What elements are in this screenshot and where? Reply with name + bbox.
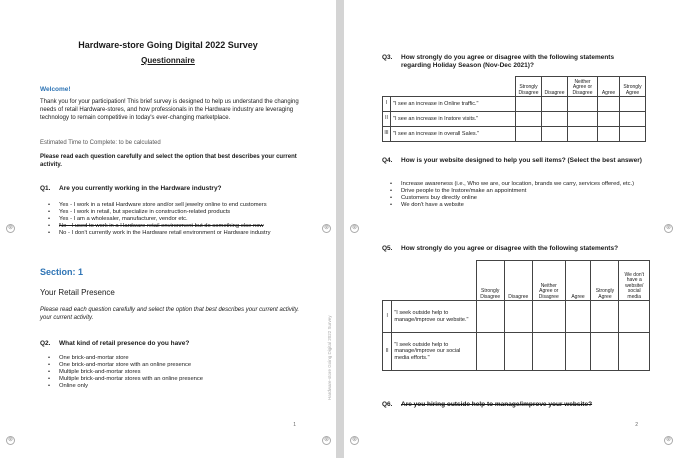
q4-option[interactable]: • Increase awareness (i.e., Who we are, our location, brands we carry, services offered, etc.) [382, 181, 642, 188]
q3-answer-cell[interactable] [620, 97, 646, 112]
q2-option[interactable]: • One brick-and-mortar store with an online presence [40, 362, 302, 369]
q1-option[interactable]: • Yes - I am a wholesaler, manufacturer, vendor etc. [40, 216, 302, 223]
q4-number: Q4. [382, 157, 393, 164]
q3-answer-cell[interactable] [568, 127, 598, 142]
q6-text: Are you hiring outside help to manage/improve your website? [401, 401, 593, 408]
q2-number: Q2. [40, 340, 51, 347]
q3-likert-table [382, 76, 646, 142]
q2-option[interactable]: • Multiple brick-and-mortar stores with an online presence [40, 376, 302, 383]
prev-page-icon[interactable]: ⊗ [7, 225, 14, 231]
q3-row-index: II [383, 112, 391, 127]
document-page-1 [0, 0, 336, 458]
q6-number: Q6. [382, 401, 393, 408]
question-q4 [382, 157, 644, 173]
q5-answer-cell[interactable] [591, 301, 619, 333]
q3-column-header: Agree [598, 77, 620, 97]
q5-column-header: Neither Agree or Disagree [532, 261, 565, 301]
q3-row-statement: "I see an increase in Instore visits." [391, 112, 516, 127]
q5-answer-cell[interactable] [504, 301, 532, 333]
q3-row [383, 127, 646, 142]
q3-answer-cell[interactable] [516, 127, 542, 142]
question-q6 [382, 401, 644, 409]
q3-answer-cell[interactable] [598, 127, 620, 142]
q5-column-header: Agree [565, 261, 591, 301]
q4-option[interactable]: • Customers buy directly online [382, 195, 642, 202]
q5-answer-cell[interactable] [476, 301, 504, 333]
q5-row-statement: "I seek outside help to manage/improve our website." [392, 301, 476, 333]
page-edge-icon[interactable]: ⊗ [323, 437, 330, 443]
section-instruction: Please read each question carefully and select the option that best describes your current activity. your current activity. [40, 307, 300, 321]
q3-answer-cell[interactable] [568, 112, 598, 127]
q2-option[interactable]: • Multiple brick-and-mortar stores [40, 369, 302, 376]
q5-row [383, 333, 650, 371]
q3-answer-cell[interactable] [516, 112, 542, 127]
q5-answer-cell[interactable] [565, 301, 591, 333]
q3-number: Q3. [382, 54, 393, 61]
bottom-right-icon[interactable]: ⊗ [665, 437, 672, 443]
intro-paragraph: Thank you for your participation! This brief survey is designed to help us understand the changing needs of retail Hardware-stores, and how professionals in the Hardware industry are leveraging technology to remain competitive in today's ever-changing marketplace. [40, 99, 299, 121]
q1-text: Are you currently working in the Hardware industry? [59, 185, 222, 192]
q3-answer-cell[interactable] [620, 127, 646, 142]
q4-option[interactable]: • We don't have a website [382, 202, 642, 209]
q3-answer-cell[interactable] [568, 97, 598, 112]
q5-column-header: We don't have a website/ social media [619, 261, 650, 301]
q3-answer-cell[interactable] [598, 97, 620, 112]
page-number: 2 [635, 422, 638, 428]
q5-answer-cell[interactable] [565, 333, 591, 371]
page-edge-icon[interactable]: ⊗ [351, 437, 358, 443]
q5-number: Q5. [382, 245, 393, 252]
q5-answer-cell[interactable] [532, 301, 565, 333]
q3-row [383, 97, 646, 112]
q5-column-header: Strongly Disagree [476, 261, 504, 301]
q2-option[interactable]: • Online only [40, 383, 302, 390]
q1-option[interactable]: • Yes - I work in retail, but specialize in construction-related products [40, 209, 302, 216]
section-subtitle: Your Retail Presence [40, 288, 115, 297]
q4-option[interactable]: • Drive people to the Instore/make an appointment [382, 188, 642, 195]
q5-row-index: I [383, 301, 392, 333]
q1-number: Q1. [40, 185, 51, 192]
q3-answer-cell[interactable] [542, 97, 568, 112]
q2-option[interactable]: • One brick-and-mortar store [40, 355, 302, 362]
q1-option[interactable]: • Yes - I work in a retail Hardware store and/or sell jewelry online to end customers [40, 202, 302, 209]
q3-answer-cell[interactable] [620, 112, 646, 127]
page-number: 1 [293, 422, 296, 428]
question-q2 [40, 340, 302, 348]
q5-answer-cell[interactable] [591, 333, 619, 371]
q5-text: How strongly do you agree or disagree with the following statements? [401, 245, 619, 252]
vertical-footer: Hardware-store Going Digital 2022 Survey [327, 315, 332, 400]
section-heading: Section: 1 [40, 267, 84, 277]
q3-row-statement: "I see an increase in overall Sales." [391, 127, 516, 142]
page-edge-icon[interactable]: ⊗ [351, 225, 358, 231]
q5-column-header: Disagree [504, 261, 532, 301]
q4-options [382, 181, 642, 209]
q2-text: What kind of retail presence do you have? [59, 340, 190, 347]
q3-row [383, 112, 646, 127]
q3-answer-cell[interactable] [598, 112, 620, 127]
question-q1 [40, 185, 302, 193]
q5-column-header: Strongly Agree [591, 261, 619, 301]
document-page-2 [344, 0, 680, 458]
next-page-icon[interactable]: ⊗ [665, 225, 672, 231]
q3-text: How strongly do you agree or disagree with the following statements regarding Holiday Season (Nov-Dec 2021)? [401, 54, 615, 69]
q5-answer-cell[interactable] [619, 333, 650, 371]
q3-column-header: Strongly Agree [620, 77, 646, 97]
question-q5 [382, 245, 644, 253]
welcome-heading: Welcome! [40, 86, 71, 93]
q1-option[interactable]: • No - I don't currently work in the Hardware retail environment or Hardware industry [40, 230, 302, 237]
q5-row-index: II [383, 333, 392, 371]
q3-row-index: I [383, 97, 391, 112]
q3-column-header: Strongly Disagree [516, 77, 542, 97]
q4-text: How is your website designed to help you sell items? (Select the best answer) [401, 157, 642, 164]
q5-row [383, 301, 650, 333]
q5-answer-cell[interactable] [532, 333, 565, 371]
q3-answer-cell[interactable] [542, 127, 568, 142]
q3-answer-cell[interactable] [542, 112, 568, 127]
q5-row-statement: "I seek outside help to manage/improve our social media efforts." [392, 333, 476, 371]
q1-option-struck[interactable]: • No - I used to work in a Hardware retail environment but do something else now [40, 223, 302, 230]
q3-row-statement: "I see an increase in Online traffic." [391, 97, 516, 112]
bottom-left-icon[interactable]: ⊗ [7, 437, 14, 443]
q3-answer-cell[interactable] [516, 97, 542, 112]
q3-row-index: III [383, 127, 391, 142]
instruction-text: Please read each question carefully and select the option that best describes your current activity. [40, 154, 297, 168]
q5-answer-cell[interactable] [504, 333, 532, 371]
q2-options [40, 355, 302, 390]
page-gutter [336, 0, 344, 458]
question-q3 [382, 54, 644, 70]
survey-title: Hardware-store Going Digital 2022 Survey [78, 40, 258, 50]
q5-likert-table [382, 260, 650, 371]
q1-options [40, 202, 302, 237]
survey-subtitle: Questionnaire [141, 56, 195, 65]
q5-answer-cell[interactable] [619, 301, 650, 333]
page-edge-icon[interactable]: ⊗ [323, 225, 330, 231]
estimated-time: Estimated Time to Complete: to be calculated [40, 140, 161, 146]
q5-answer-cell[interactable] [476, 333, 504, 371]
q3-column-header: Disagree [542, 77, 568, 97]
q3-column-header: Neither Agree or Disagree [568, 77, 598, 97]
